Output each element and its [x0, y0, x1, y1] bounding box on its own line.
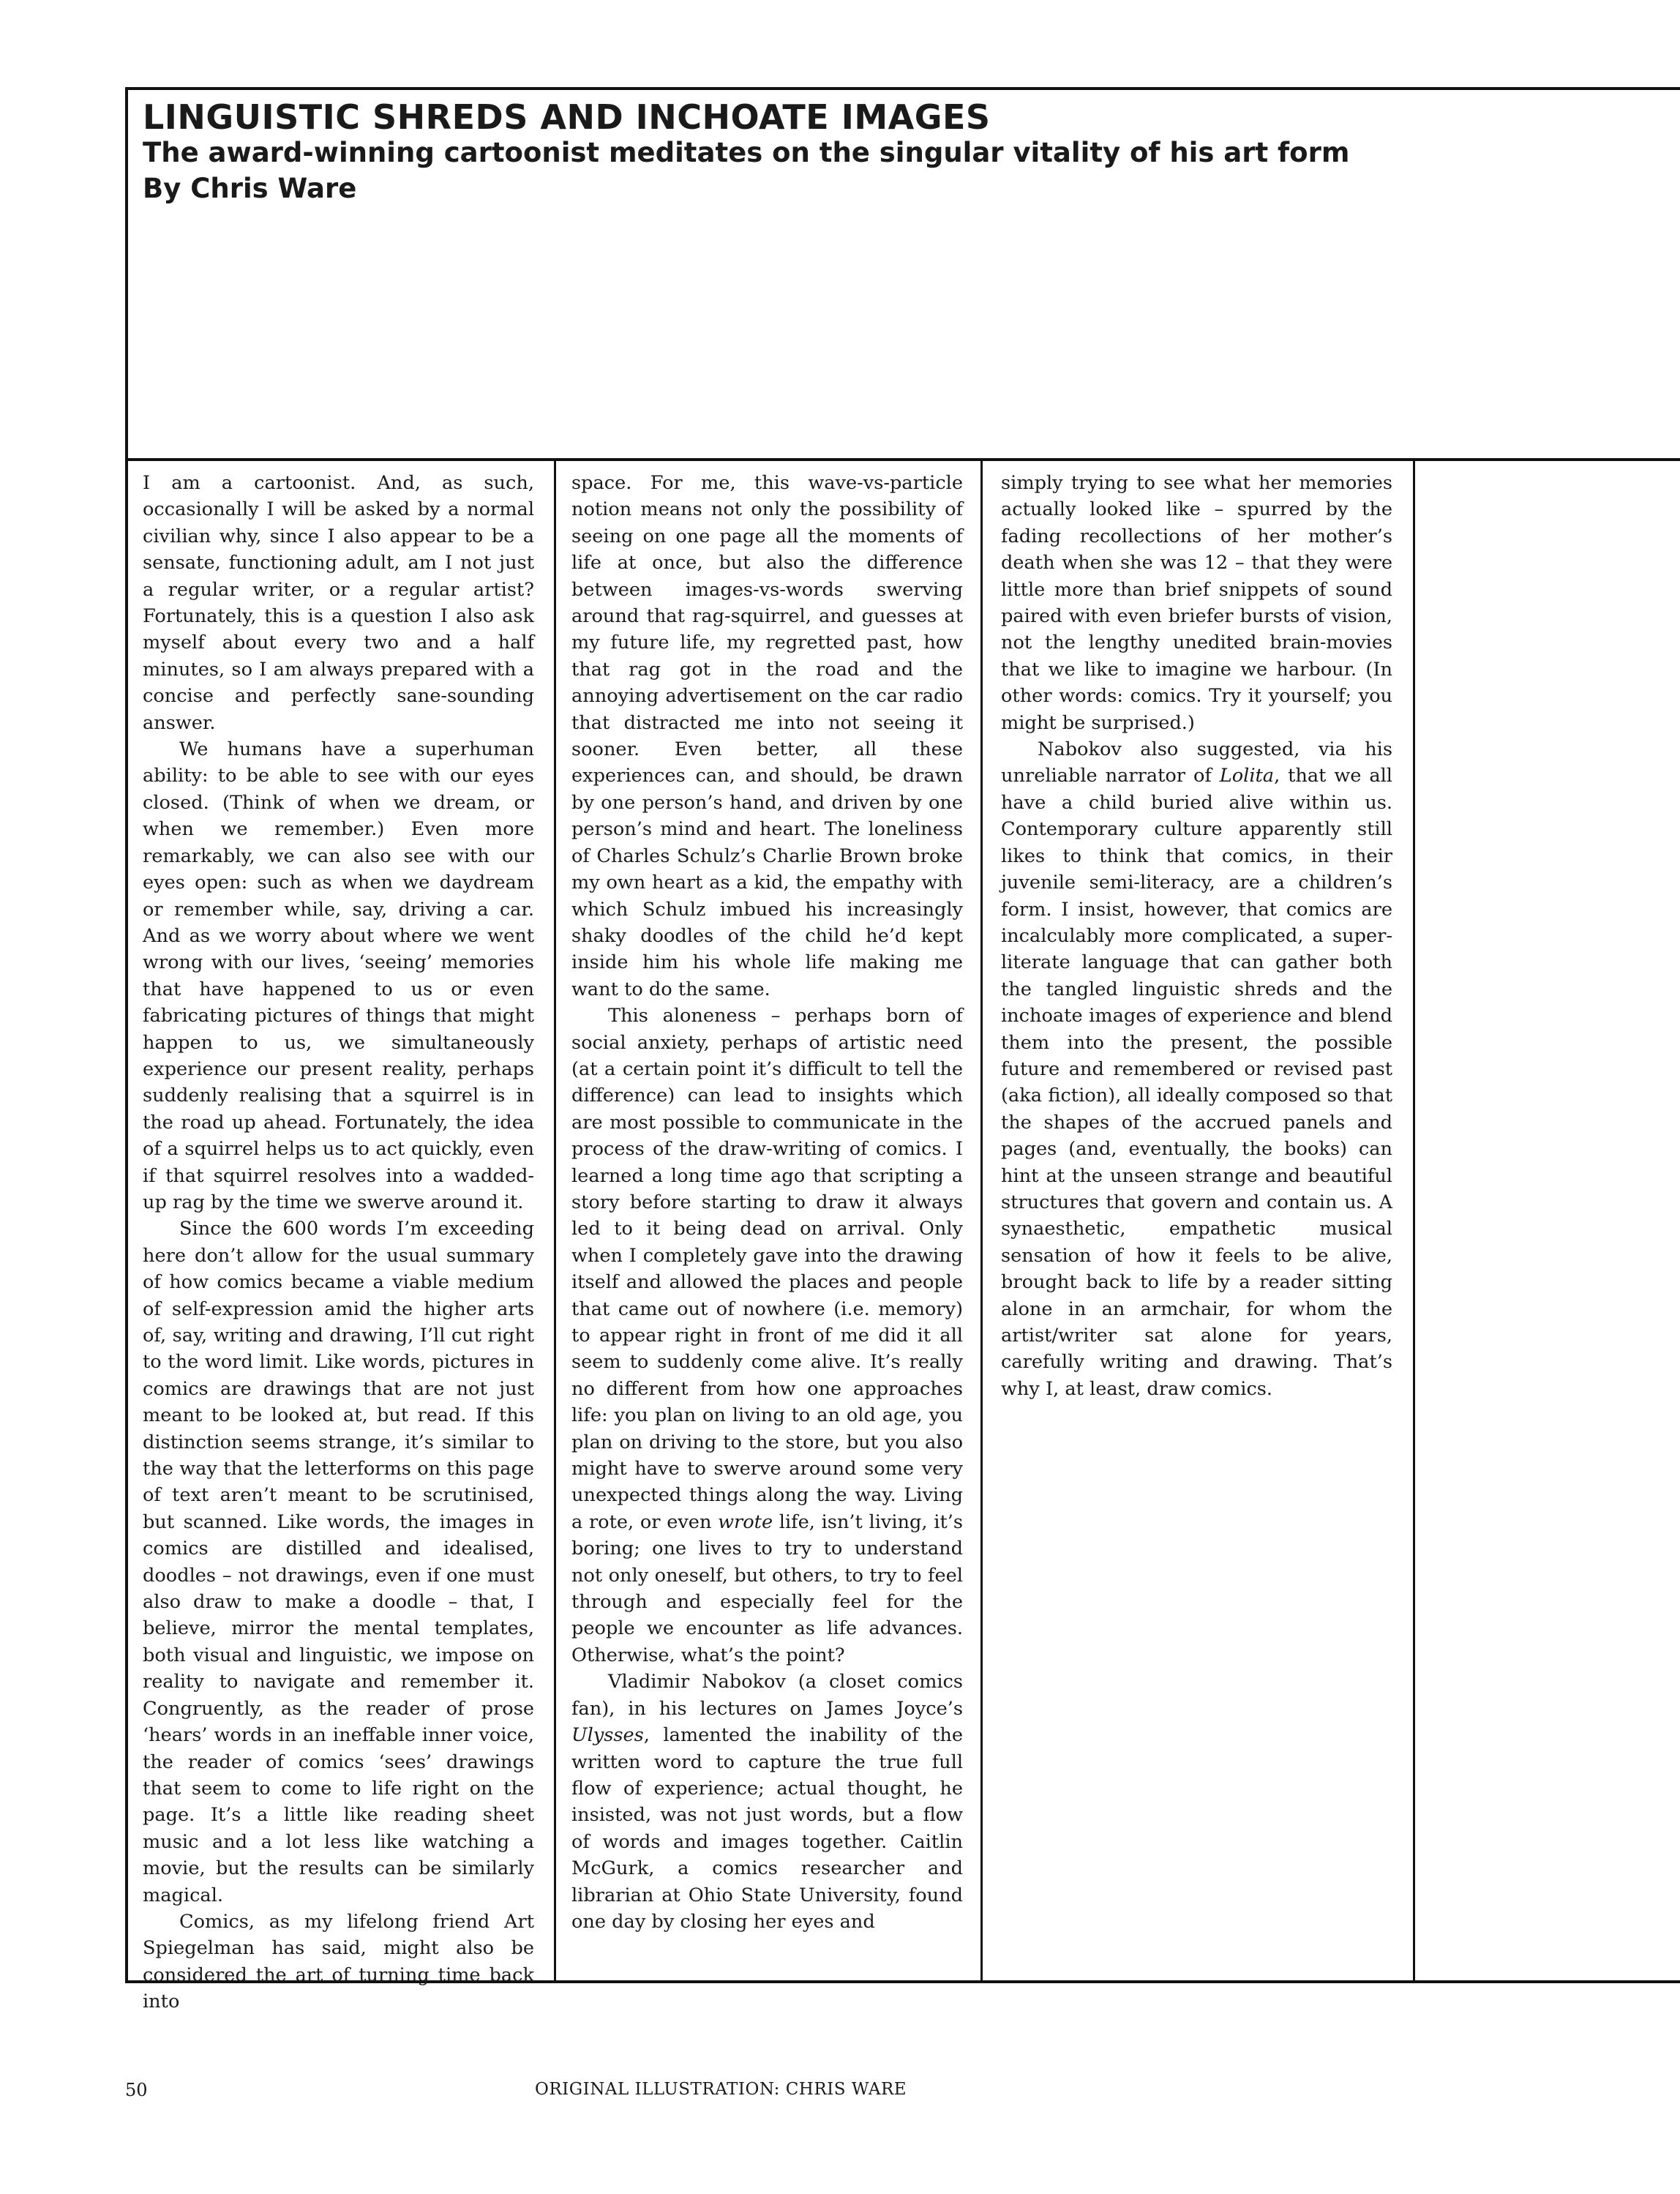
text-span: , that we all have a child buried alive within us. Contemporary culture apparently still likes to think that comics, in their juvenile semi-literacy, are a children’s form. I insist, however, that comics are incalculably more complicated, a super-literate language that can gather both the tangled linguistic shreds and the inchoate images of experience and blend them into the present, the possible future and remembered or revised past (aka fiction), all ideally composed so that the shapes of the accrued panels and pages (and, eventually, the books) can hint at the unseen strange and beautiful structures that govern and contain us. A synaesthetic, empathetic musical sensation of how it feels to be alive, brought back to life by a reader sitting alone in an armchair, for whom the artist/writer sat alone for years, carefully writing and drawing. That’s why I, at least, draw comics. — [1001, 765, 1392, 1400]
text-span: This aloneness – perhaps born of social anxiety, perhaps of artistic need (at a certain point it’s difficult to tell the difference) can lead to insights which are most possible to communicate in the process of the draw-writing of comics. I learned a long time ago that scripting a story before starting to draw it always led to it being dead on arrival. Only when I completely gave into the drawing itself and allowed the places and people that came out of nowhere (i.e. memory) to appear right in front of me did it all seem to suddenly come alive. It’s really no different from how one approaches life: you plan on living to an old age, you plan on driving to the store, but you also might have to swerve around some very unexpected things along the way. Living a rote, or even — [571, 1005, 963, 1533]
frame-top-rule — [125, 87, 1680, 90]
header-divider-rule — [125, 458, 1680, 461]
paragraph — [1001, 736, 1392, 1402]
column-divider — [1413, 458, 1415, 1983]
text-column-1 — [143, 470, 534, 2015]
text-column-2 — [571, 470, 963, 1935]
paragraph: We humans have a superhuman ability: to be able to see with our eyes closed. (Think of when we dream, or when we remember.) Even more remarkably, we can also see with our eyes open: such as when we daydream or remember while, say, driving a car. And as we worry about where we went wrong with our lives, ‘seeing’ memories that have happened to us or even fabricating pictures of things that might happen to us, we simultaneously experience our present reality, perhaps suddenly realising that a squirrel is in the road up ahead. Fortunately, the idea of a squirrel helps us to act quickly, even if that squirrel resolves into a wadded-up rag by the time we swerve around it. — [143, 738, 534, 1213]
article-title: LINGUISTIC SHREDS AND INCHOATE IMAGES — [143, 97, 991, 137]
frame-left-rule — [125, 87, 128, 1983]
paragraph — [571, 1669, 963, 1935]
column-divider — [980, 458, 983, 1983]
text-span: Nabokov also suggested, via his unreliable narrator of — [1001, 738, 1392, 787]
paragraph: simply trying to see what her memories actually looked like – spurred by the fading recollections of her mother’s death when she was 12 – that they were little more than brief snippets of sound paired with even briefer bursts of vision, not the lengthy unedited brain-movies that we like to imagine we harbour. (In other words: comics. Try it yourself; you might be surprised.) — [1001, 472, 1392, 734]
book-title: Ulysses — [571, 1724, 644, 1747]
text-span: , lamented the inability of the written word to capture the true full flow of experience; actual thought, he insisted, was not just words, but a flow of words and images together. Caitlin McGurk, a comics researcher and librarian at Ohio State University, found one day by closing her eyes and — [571, 1724, 963, 1933]
page-number: 50 — [125, 2080, 148, 2100]
illustration-credit: ORIGINAL ILLUSTRATION: CHRIS WARE — [535, 2080, 907, 2099]
paragraph: Comics, as my lifelong friend Art Spiegelman has said, might also be considered the art of turning time back into — [143, 1910, 534, 2013]
book-title: Lolita — [1219, 765, 1275, 787]
text-column-3 — [1001, 470, 1392, 1402]
paragraph: I am a cartoonist. And, as such, occasionally I will be asked by a normal civilian why, since I also appear to be a sensate, functioning adult, am I not just a regular writer, or a regular artist? Fortunately, this is a question I also ask myself about every two and a half minutes, so I am always prepared with a concise and perfectly sane-sounding answer. — [143, 472, 534, 734]
paragraph: Since the 600 words I’m exceeding here don’t allow for the usual summary of how comics became a viable medium of self-expression amid the higher arts of, say, writing and drawing, I’ll cut right to the word limit. Like words, pictures in comics are drawings that are not just meant to be looked at, but read. If this distinction seems strange, it’s similar to the way that the letterforms on this page of text aren’t meant to be scrutinised, but scanned. Like words, the images in comics are distilled and idealised, doodles – not drawings, even if one must also draw to make a doodle – that, I believe, mirror the mental templates, both visual and linguistic, we impose on reality to navigate and remember it. Congruently, as the reader of prose ‘hears’ words in an ineffable inner voice, the reader of comics ‘sees’ drawings that seem to come to life right on the page. It’s a little like reading sheet music and a lot less like watching a movie, but the results can be similarly magical. — [143, 1218, 534, 1906]
text-span: Vladimir Nabokov (a closet comics fan), in his lectures on James Joyce’s — [571, 1671, 963, 1720]
italic-word: wrote — [718, 1510, 773, 1533]
article-byline: By Chris Ware — [143, 173, 357, 204]
paragraph: space. For me, this wave-vs-particle notion means not only the possibility of seeing on one page all the moments of life at once, but also the difference between images-vs-words swerving around that rag-squirrel, and guesses at my future life, my regretted past, how that rag got in the road and the annoying advertisement on the car radio that distracted me into not seeing it sooner. Even better, all these experiences can, and should, be drawn by one person’s hand, and driven by one person’s mind and heart. The loneliness of Charles Schulz’s Charlie Brown broke my own heart as a kid, the empathy with which Schulz imbued his increasingly shaky doodles of the child he’d kept inside him his whole life making me want to do the same. — [571, 472, 963, 1000]
paragraph — [571, 1003, 963, 1669]
article-subtitle: The award-winning cartoonist meditates on the singular vitality of his art form — [143, 137, 1350, 168]
text-span: life, isn’t living, it’s boring; one lives to try to understand not only oneself, but others, to try to feel through and especially feel for the people we encounter as life advances. Otherwise, what’s the point? — [571, 1510, 963, 1666]
column-divider — [554, 458, 556, 1983]
article-header — [143, 99, 1643, 207]
